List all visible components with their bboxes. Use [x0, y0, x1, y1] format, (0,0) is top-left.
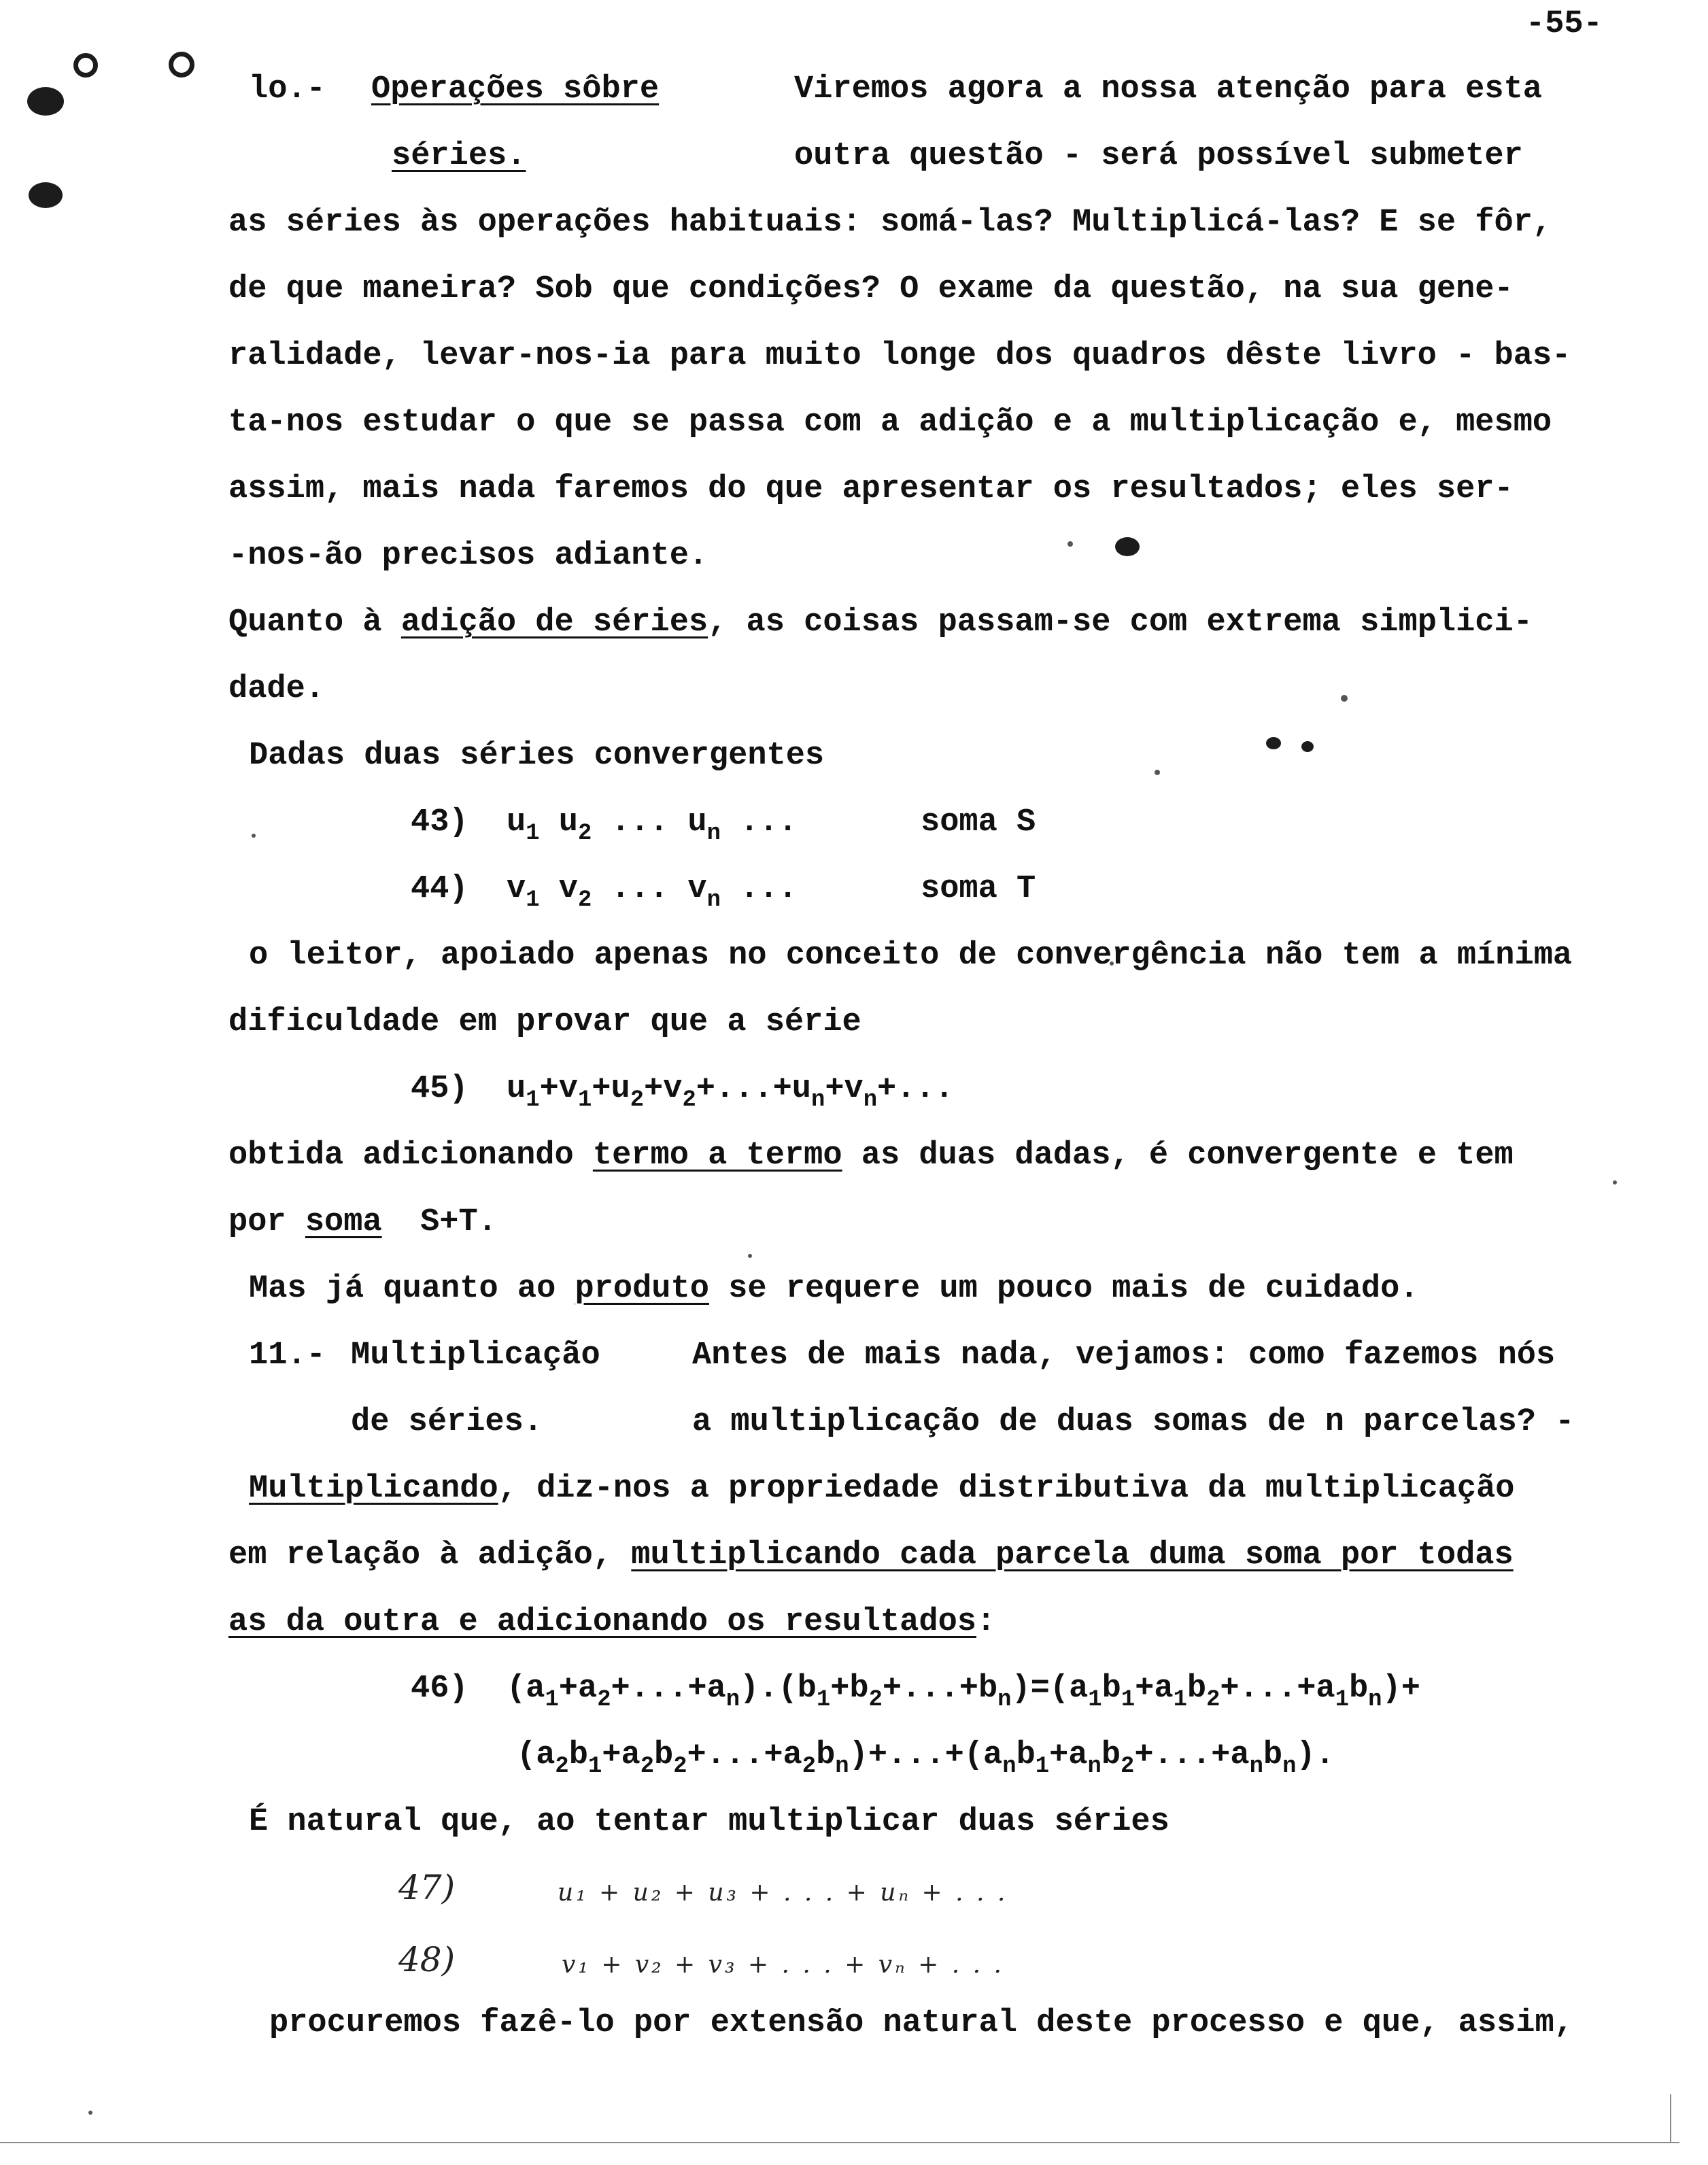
series-intro: Dadas duas séries convergentes: [249, 738, 825, 774]
product-line: Mas já quanto ao produto se requere um pouco mais de cuidado.: [249, 1271, 1419, 1307]
equation-43-label: soma S: [921, 804, 1036, 840]
body-line: ralidade, levar-nos-ia para muito longe dos quadros dêste livro - bas-: [228, 338, 1571, 374]
distributive-line2: em relação à adição, multiplicando cada parcela duma soma por todas: [228, 1537, 1514, 1573]
section-11-title-line1: Multiplicação: [351, 1337, 600, 1374]
equation-45: 45) $u_1+v_1+u_2+v_2+...+u_n+v_n+$...: [411, 1071, 954, 1113]
scan-edge-line: [1670, 2094, 1671, 2142]
section-10-title-line2: séries.: [392, 138, 526, 174]
ink-blot: [1115, 537, 1140, 556]
ink-blot: [29, 182, 63, 208]
section-11-title-line2: de séries.: [351, 1404, 543, 1440]
equation-44: 44) $v_1$ $v_2$ ... $v_n$ ...: [411, 871, 798, 913]
ink-speck: [748, 1254, 752, 1258]
distributive-line3: as da outra e adicionando os resultados:: [228, 1604, 996, 1640]
ink-blot: [1301, 741, 1314, 752]
page-number: -55-: [1526, 6, 1603, 42]
ink-blot: [27, 87, 64, 116]
section-10-text-line1: Viremos agora a nossa atenção para esta: [794, 71, 1542, 107]
reader-line1: o leitor, apoiado apenas no conceito de convergência não tem a mínima: [249, 938, 1573, 974]
natural-line: É natural que, ao tentar multiplicar duas séries: [249, 1804, 1169, 1840]
ink-blot: [1266, 737, 1281, 749]
body-line: -nos-ão precisos adiante.: [228, 538, 708, 574]
sum-line: por soma S+T.: [228, 1204, 497, 1240]
ink-speck: [1613, 1180, 1617, 1184]
section-10-number: lo.-: [249, 71, 326, 107]
section-11-text-line2: a multiplicação de duas somas de n parcelas? -: [692, 1404, 1575, 1440]
addition-paragraph-line1: Quanto à adição de séries, as coisas passam-se com extrema simplici-: [228, 604, 1533, 641]
ink-speck: [88, 2111, 92, 2115]
ink-speck: [252, 834, 256, 838]
body-line: assim, mais nada faremos do que apresentar os resultados; eles ser-: [228, 471, 1514, 507]
handwritten-eq-47-number: 47): [398, 1868, 456, 1907]
punch-hole-ring: [169, 52, 194, 78]
body-line: de que maneira? Sob que condições? O exame da questão, na sua gene-: [228, 271, 1514, 307]
handwritten-eq-47: u₁ + u₂ + u₃ + . . . + uₙ + . . .: [558, 1879, 1008, 1907]
section-11-text-line1: Antes de mais nada, vejamos: como fazemos nós: [692, 1337, 1556, 1374]
section-10-text-line2: outra questão - será possível submeter: [794, 138, 1523, 174]
section-11-number: 11.-: [249, 1337, 326, 1374]
addition-paragraph-line2: dade.: [228, 671, 325, 707]
ink-speck: [1068, 541, 1073, 547]
ink-speck: [1155, 770, 1160, 775]
ink-speck: [1341, 695, 1348, 702]
handwritten-eq-48: v₁ + v₂ + v₃ + . . . + vₙ + . . .: [562, 1951, 1004, 1979]
section-10-title-line1: Operações sôbre: [371, 71, 660, 107]
final-line: procuremos fazê-lo por extensão natural deste processo e que, assim,: [269, 2005, 1573, 2041]
body-line: as séries às operações habituais: somá-las? Multiplicá-las? E se fôr,: [228, 205, 1552, 241]
reader-line2: dificuldade em provar que a série: [228, 1004, 861, 1040]
distributive-line1: Multiplicando, diz-nos a propriedade distributiva da multiplicação: [249, 1471, 1515, 1507]
equation-43: 43) $u_1$ $u_2$ ... $u_n$ ...: [411, 804, 798, 847]
equation-46-line2: $(a_2b_1+a_2b_2+...+a_2b_n)+...+(a_nb_1+a_nb_2+...+a_nb_n)$.: [517, 1737, 1335, 1779]
obtained-line: obtida adicionando termo a termo as duas dadas, é convergente e tem: [228, 1138, 1514, 1174]
scan-edge-line: [0, 2142, 1679, 2143]
equation-46-line1: 46) $(a_1+a_2+...+a_n).(b_1+b_2+...+b_n)=(a_1b_1+a_1b_2+...+a_1b_n)+$: [411, 1671, 1420, 1713]
body-line: ta-nos estudar o que se passa com a adição e a multiplicação e, mesmo: [228, 405, 1552, 441]
punch-hole-ring: [73, 53, 98, 78]
equation-44-label: soma T: [921, 871, 1036, 907]
handwritten-eq-48-number: 48): [398, 1940, 456, 1979]
